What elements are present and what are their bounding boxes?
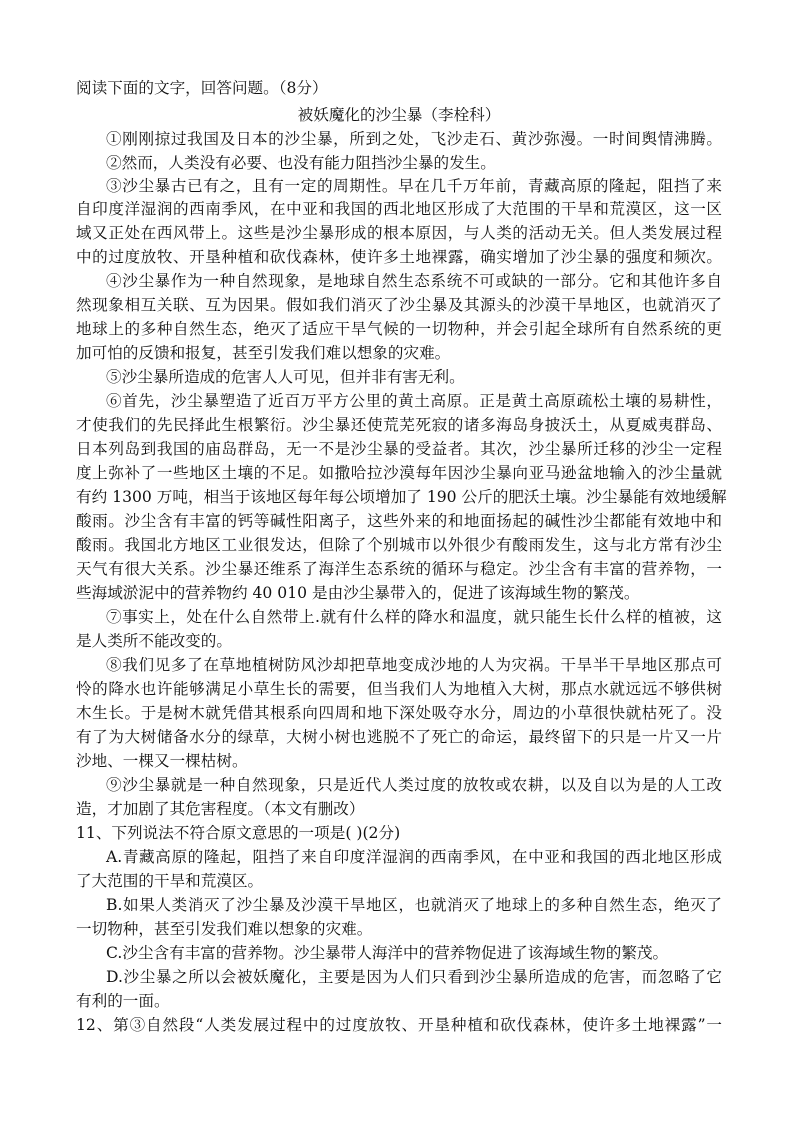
text-line: 加可怕的反馈和报复，甚至引发我们难以想象的灾难。 xyxy=(76,344,451,362)
text-line: 是人类所不能改变的。 xyxy=(76,632,232,650)
text-line: 了大范围的干旱和荒漠区。 xyxy=(76,872,264,890)
text-line: 造，才加剧了其危害程度。（本文有删改） xyxy=(76,800,365,818)
text-line: 12、第③自然段“人类发展过程中的过度放牧、开垦种植和砍伐森林，使许多土地裸露”一 xyxy=(76,1016,722,1034)
text-line: ④沙尘暴作为一种自然现象，是地球自然生态系统不可或缺的一部分。它和其他许多自 xyxy=(106,272,722,290)
text-line: A.青藏高原的隆起，阻挡了来自印度洋湿润的西南季风，在中亚和我国的西北地区形成 xyxy=(106,848,722,866)
text-line: 天气有很大关系。沙尘暴还维系了海洋生态系统的循环与稳定。沙尘含有丰富的营养物，一 xyxy=(76,560,722,578)
text-line: 11、下列说法不符合原文意思的一项是( )(2分) xyxy=(76,824,401,842)
text-line: 有了为大树储备水分的绿草，大树小树也逃脱不了死亡的命运，最终留下的只是一片又一片 xyxy=(76,728,722,746)
text-line: 怜的降水也许能够满足小草生长的需要，但当我们人为地植入大树，那点水就远远不够供树 xyxy=(76,680,722,698)
text-line: ③沙尘暴古已有之，且有一定的周期性。早在几千万年前，青藏高原的隆起，阻挡了来 xyxy=(106,177,722,195)
text-line: ⑤沙尘暴所造成的危害人人可见，但并非有害无利。 xyxy=(106,368,465,386)
text-line: ②然而，人类没有必要、也没有能力阻挡沙尘暴的发生。 xyxy=(106,154,496,172)
text-line: 些海域淤泥中的营养物约 40 010 是由沙尘暴带入的，促进了该海域生物的繁茂。 xyxy=(76,584,640,602)
text-line: ⑥首先，沙尘暴塑造了近百万平方公里的黄土高原。正是黄土高原疏松土壤的易耕性， xyxy=(106,392,722,410)
text-line: 酸雨。沙尘含有丰富的钙等碱性阳离子，这些外来的和地面扬起的碱性沙尘都能有效地中和 xyxy=(76,512,722,530)
article-title: 被妖魔化的沙尘暴（李栓科） xyxy=(297,106,501,124)
text-line: 自印度洋湿润的西南季风，在中亚和我国的西北地区形成了大范围的干旱和荒漠区，这一区 xyxy=(76,200,722,218)
text-line: ⑧我们见多了在草地植树防风沙却把草地变成沙地的人为灾祸。干旱半干旱地区那点可 xyxy=(106,656,722,674)
text-line: 地球上的多种自然生态，绝灭了适应干旱气候的一切物种，并会引起全球所有自然系统的更 xyxy=(76,320,722,338)
text-line: 阅读下面的文字，回答问题。（8分） xyxy=(76,79,328,97)
text-line: 日本列岛到我国的庙岛群岛，无一不是沙尘暴的受益者。其次，沙尘暴所迁移的沙尘一定程 xyxy=(76,440,722,458)
text-line: 度上弥补了一些地区土壤的不足。如撒哈拉沙漠每年因沙尘暴向亚马逊盆地输入的沙尘量就 xyxy=(76,464,722,482)
text-line: 一切物种，甚至引发我们难以想象的灾难。 xyxy=(76,920,373,938)
text-line: ①刚刚掠过我国及日本的沙尘暴，所到之处，飞沙走石、黄沙弥漫。一时间舆情沸腾。 xyxy=(106,130,722,148)
text-line: 有约 1300 万吨，相当于该地区每年每公顷增加了 190 公斤的肥沃土壤。沙尘暴能有效地缓解 xyxy=(76,488,727,506)
text-line: D.沙尘暴之所以会被妖魔化，主要是因为人们只看到沙尘暴所造成的危害，而忽略了它 xyxy=(106,968,722,986)
text-line: 木生长。于是树木就凭借其根系向四周和地下深处吸夺水分，周边的小草很快就枯死了。没 xyxy=(76,704,722,722)
text-line: 沙地、一棵又一棵枯树。 xyxy=(76,752,248,770)
text-line: C.沙尘含有丰富的营养物。沙尘暴带人海洋中的营养物促进了该海域生物的繁茂。 xyxy=(106,944,669,962)
text-line: 有利的一面。 xyxy=(76,992,170,1010)
text-line: 中的过度放牧、开垦种植和砍伐森林，使许多土地裸露，确实增加了沙尘暴的强度和频次。 xyxy=(76,248,722,266)
text-line: 域又正处在西风带上。这些是沙尘暴形成的根本原因，与人类的活动无关。但人类发展过程 xyxy=(76,224,722,242)
text-line: ⑦事实上，处在什么自然带上.就有什么样的降水和温度，就只能生长什么样的植被，这 xyxy=(106,608,722,626)
text-line: 酸雨。我国北方地区工业很发达，但除了个别城市以外很少有酸雨发生，这与北方常有沙尘 xyxy=(76,536,722,554)
text-line: 然现象相互关联、互为因果。假如我们消灭了沙尘暴及其源头的沙漠干旱地区，也就消灭了 xyxy=(76,296,722,314)
text-line: B.如果人类消灭了沙尘暴及沙漠干旱地区，也就消灭了地球上的多种自然生态，绝灭了 xyxy=(106,896,722,914)
text-line: ⑨沙尘暴就是一种自然现象，只是近代人类过度的放牧或农耕，以及自以为是的人工改 xyxy=(106,776,722,794)
text-line: 才使我们的先民择此生根繁衍。沙尘暴还使荒芜死寂的诸多海岛身披沃土，从夏威夷群岛、 xyxy=(76,416,722,434)
